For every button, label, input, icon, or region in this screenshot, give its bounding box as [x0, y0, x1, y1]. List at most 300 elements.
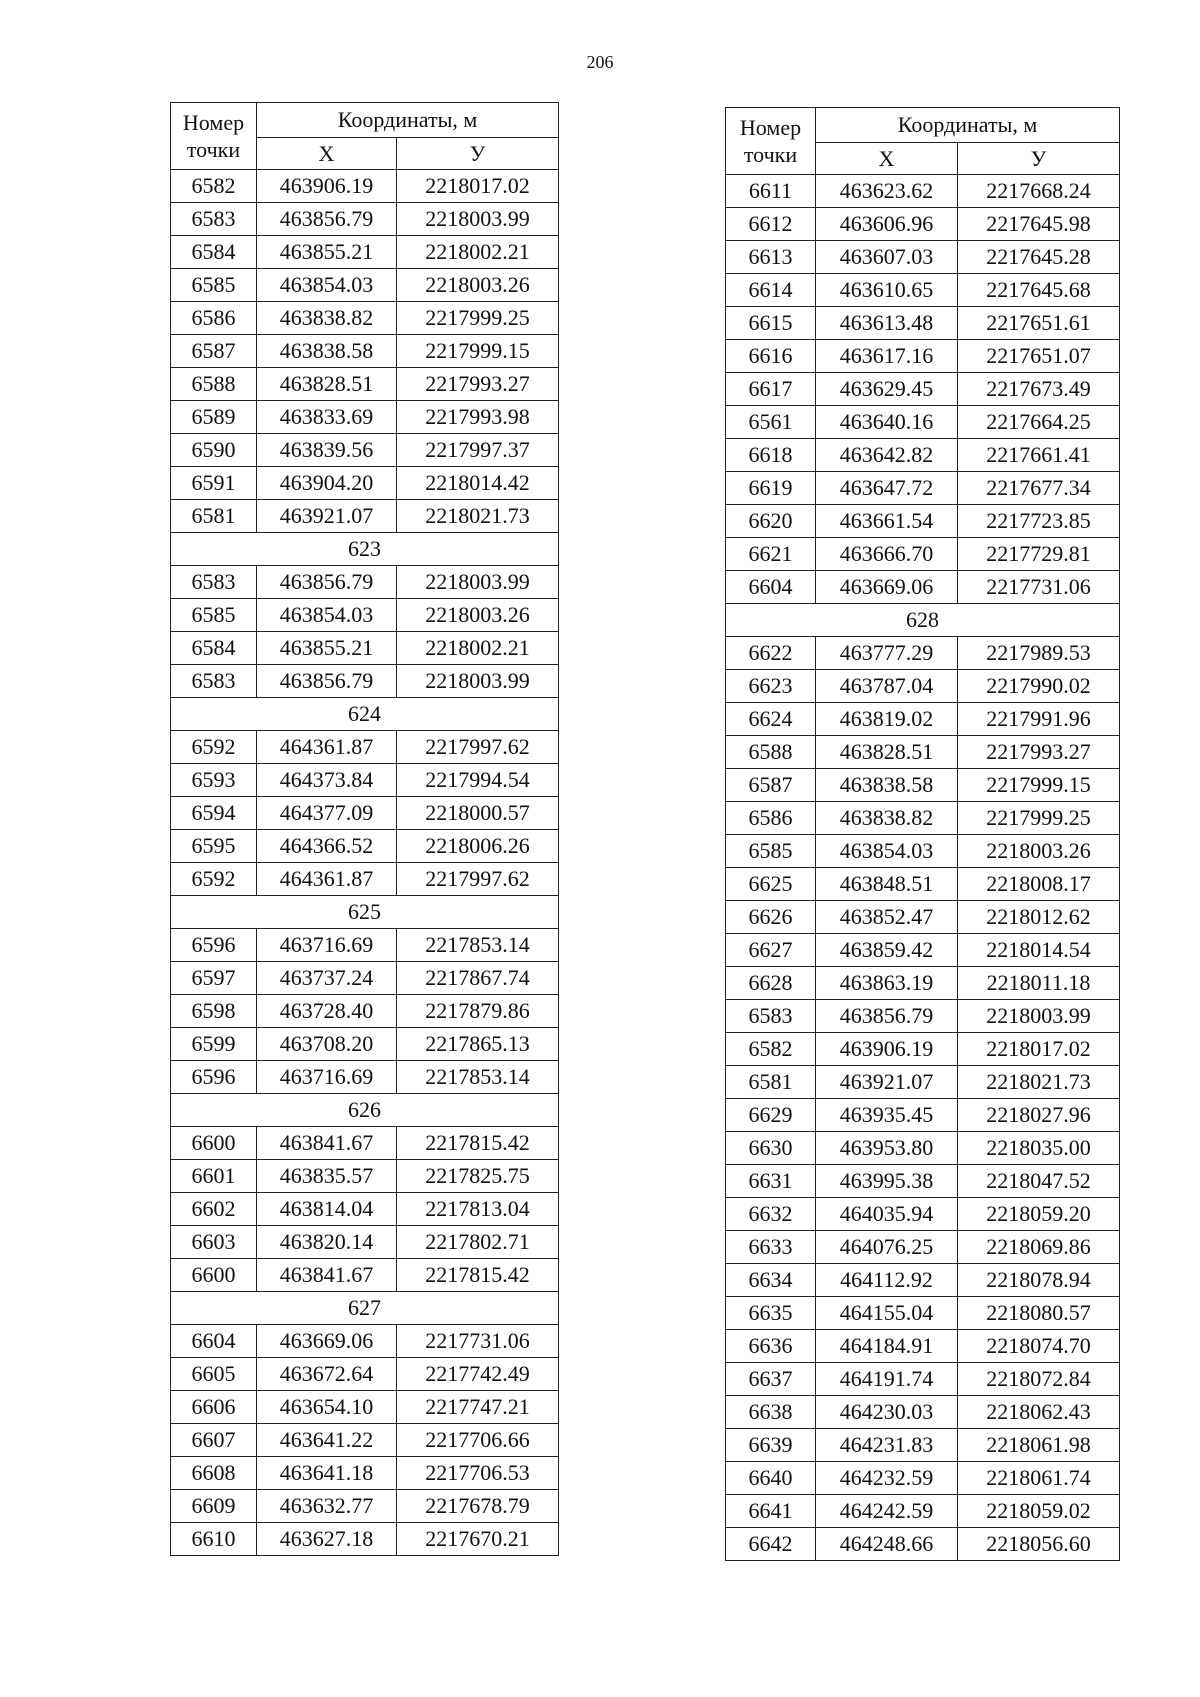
table-row: [726, 736, 1120, 769]
table-row: [171, 401, 559, 434]
x-coordinate-cell: 463906.19: [816, 1033, 958, 1066]
table-row: [726, 1495, 1120, 1528]
point-number-cell: 6621: [726, 538, 816, 571]
y-coordinate-cell: 2217670.21: [397, 1523, 559, 1556]
point-number-cell: 6583: [171, 203, 257, 236]
point-number-cell: 6600: [171, 1259, 257, 1292]
header-coordinates: Координаты, м: [816, 108, 1120, 143]
header-x: X: [816, 143, 958, 175]
x-coordinate-cell: 463953.80: [816, 1132, 958, 1165]
point-number-cell: 6594: [171, 797, 257, 830]
table-row: [726, 175, 1120, 208]
point-number-cell: 6602: [171, 1193, 257, 1226]
x-coordinate-cell: 463654.10: [257, 1391, 397, 1424]
x-coordinate-cell: 463828.51: [816, 736, 958, 769]
x-coordinate-cell: 464231.83: [816, 1429, 958, 1462]
section-number: 628: [726, 604, 1120, 637]
y-coordinate-cell: 2217645.98: [958, 208, 1120, 241]
y-coordinate-cell: 2218012.62: [958, 901, 1120, 934]
table-row: [726, 670, 1120, 703]
y-coordinate-cell: 2218061.74: [958, 1462, 1120, 1495]
x-coordinate-cell: 463863.19: [816, 967, 958, 1000]
point-number-cell: 6616: [726, 340, 816, 373]
table-row: [726, 307, 1120, 340]
x-coordinate-cell: 463854.03: [257, 269, 397, 302]
y-coordinate-cell: 2218003.99: [397, 566, 559, 599]
y-coordinate-cell: 2217661.41: [958, 439, 1120, 472]
x-coordinate-cell: 463641.18: [257, 1457, 397, 1490]
point-number-cell: 6592: [171, 731, 257, 764]
x-coordinate-cell: 463613.48: [816, 307, 958, 340]
table-row: [726, 1297, 1120, 1330]
x-coordinate-cell: 463835.57: [257, 1160, 397, 1193]
table-row: [726, 1231, 1120, 1264]
section-row: [171, 896, 559, 929]
point-number-cell: 6625: [726, 868, 816, 901]
table-row: [171, 1424, 559, 1457]
table-row: [726, 901, 1120, 934]
table-row: [171, 269, 559, 302]
y-coordinate-cell: 2217993.98: [397, 401, 559, 434]
x-coordinate-cell: 463819.02: [816, 703, 958, 736]
table-row: [726, 373, 1120, 406]
y-coordinate-cell: 2217731.06: [958, 571, 1120, 604]
section-number: 625: [171, 896, 559, 929]
x-coordinate-cell: 463856.79: [257, 203, 397, 236]
point-number-cell: 6590: [171, 434, 257, 467]
table-row: [726, 934, 1120, 967]
table-row: [726, 439, 1120, 472]
point-number-cell: 6601: [171, 1160, 257, 1193]
x-coordinate-cell: 464035.94: [816, 1198, 958, 1231]
table-row: [726, 1033, 1120, 1066]
x-coordinate-cell: 463906.19: [257, 170, 397, 203]
table-row: [171, 599, 559, 632]
table-row: [726, 1066, 1120, 1099]
table-row: [726, 1462, 1120, 1495]
point-number-cell: 6637: [726, 1363, 816, 1396]
y-coordinate-cell: 2218017.02: [397, 170, 559, 203]
y-coordinate-cell: 2218003.99: [958, 1000, 1120, 1033]
y-coordinate-cell: 2217879.86: [397, 995, 559, 1028]
point-number-cell: 6603: [171, 1226, 257, 1259]
table-row: [726, 769, 1120, 802]
table-row: [726, 967, 1120, 1000]
x-coordinate-cell: 463841.67: [257, 1127, 397, 1160]
y-coordinate-cell: 2217853.14: [397, 1061, 559, 1094]
point-number-cell: 6584: [171, 632, 257, 665]
table-row: [726, 340, 1120, 373]
y-coordinate-cell: 2217997.37: [397, 434, 559, 467]
point-number-cell: 6620: [726, 505, 816, 538]
table-row: [726, 241, 1120, 274]
y-coordinate-cell: 2218021.73: [397, 500, 559, 533]
table-row: [726, 406, 1120, 439]
coordinates-table-left: [170, 102, 559, 1556]
y-coordinate-cell: 2217802.71: [397, 1226, 559, 1259]
y-coordinate-cell: 2218006.26: [397, 830, 559, 863]
y-coordinate-cell: 2218003.26: [958, 835, 1120, 868]
table-row: [171, 1061, 559, 1094]
point-number-cell: 6623: [726, 670, 816, 703]
x-coordinate-cell: 463839.56: [257, 434, 397, 467]
y-coordinate-cell: 2218035.00: [958, 1132, 1120, 1165]
table-row: [726, 1264, 1120, 1297]
y-coordinate-cell: 2217993.27: [958, 736, 1120, 769]
point-number-cell: 6608: [171, 1457, 257, 1490]
x-coordinate-cell: 463838.82: [816, 802, 958, 835]
point-number-cell: 6585: [726, 835, 816, 868]
x-coordinate-cell: 463672.64: [257, 1358, 397, 1391]
table-row: [726, 1363, 1120, 1396]
table-row: [171, 830, 559, 863]
table-row: [726, 538, 1120, 571]
point-number-cell: 6598: [171, 995, 257, 1028]
x-coordinate-cell: 463728.40: [257, 995, 397, 1028]
x-coordinate-cell: 463647.72: [816, 472, 958, 505]
point-number-cell: 6587: [726, 769, 816, 802]
header-point-number: [171, 103, 257, 170]
y-coordinate-cell: 2218059.02: [958, 1495, 1120, 1528]
y-coordinate-cell: 2217867.74: [397, 962, 559, 995]
y-coordinate-cell: 2218014.54: [958, 934, 1120, 967]
point-number-cell: 6628: [726, 967, 816, 1000]
x-coordinate-cell: 464242.59: [816, 1495, 958, 1528]
section-row: [171, 1094, 559, 1127]
header-y: У: [397, 138, 559, 170]
table-row: [171, 302, 559, 335]
point-number-cell: 6613: [726, 241, 816, 274]
y-coordinate-cell: 2217999.15: [958, 769, 1120, 802]
y-coordinate-cell: 2217731.06: [397, 1325, 559, 1358]
y-coordinate-cell: 2217993.27: [397, 368, 559, 401]
x-coordinate-cell: 463610.65: [816, 274, 958, 307]
point-number-cell: 6633: [726, 1231, 816, 1264]
table-row: [726, 208, 1120, 241]
table-row: [171, 1127, 559, 1160]
point-number-cell: 6632: [726, 1198, 816, 1231]
point-number-cell: 6585: [171, 269, 257, 302]
table-row: [171, 1160, 559, 1193]
x-coordinate-cell: 464361.87: [257, 731, 397, 764]
x-coordinate-cell: 463661.54: [816, 505, 958, 538]
x-coordinate-cell: 463841.67: [257, 1259, 397, 1292]
table-row: [726, 274, 1120, 307]
x-coordinate-cell: 463855.21: [257, 632, 397, 665]
y-coordinate-cell: 2217723.85: [958, 505, 1120, 538]
point-number-cell: 6634: [726, 1264, 816, 1297]
point-number-cell: 6624: [726, 703, 816, 736]
header-number-line1: Номер: [739, 114, 802, 140]
y-coordinate-cell: 2217997.62: [397, 863, 559, 896]
x-coordinate-cell: 463666.70: [816, 538, 958, 571]
x-coordinate-cell: 463716.69: [257, 929, 397, 962]
x-coordinate-cell: 463777.29: [816, 637, 958, 670]
table-row: [726, 1429, 1120, 1462]
x-coordinate-cell: 463641.22: [257, 1424, 397, 1457]
point-number-cell: 6597: [171, 962, 257, 995]
y-coordinate-cell: 2218002.21: [397, 632, 559, 665]
section-row: [726, 604, 1120, 637]
table-row: [171, 1391, 559, 1424]
table-row: [171, 1358, 559, 1391]
coordinates-table-right: [725, 107, 1120, 1561]
y-coordinate-cell: 2218047.52: [958, 1165, 1120, 1198]
x-coordinate-cell: 463606.96: [816, 208, 958, 241]
table-row: [171, 500, 559, 533]
x-coordinate-cell: 463716.69: [257, 1061, 397, 1094]
section-number: 627: [171, 1292, 559, 1325]
table-row: [171, 434, 559, 467]
y-coordinate-cell: 2217994.54: [397, 764, 559, 797]
y-coordinate-cell: 2217815.42: [397, 1127, 559, 1160]
x-coordinate-cell: 463632.77: [257, 1490, 397, 1523]
point-number-cell: 6582: [726, 1033, 816, 1066]
x-coordinate-cell: 463838.58: [816, 769, 958, 802]
table-row: [171, 665, 559, 698]
y-coordinate-cell: 2218074.70: [958, 1330, 1120, 1363]
y-coordinate-cell: 2218003.99: [397, 665, 559, 698]
x-coordinate-cell: 463921.07: [257, 500, 397, 533]
x-coordinate-cell: 464184.91: [816, 1330, 958, 1363]
section-row: [171, 1292, 559, 1325]
point-number-cell: 6583: [171, 566, 257, 599]
point-number-cell: 6626: [726, 901, 816, 934]
y-coordinate-cell: 2217991.96: [958, 703, 1120, 736]
y-coordinate-cell: 2218011.18: [958, 967, 1120, 1000]
y-coordinate-cell: 2217747.21: [397, 1391, 559, 1424]
y-coordinate-cell: 2217677.34: [958, 472, 1120, 505]
point-number-cell: 6588: [726, 736, 816, 769]
point-number-cell: 6600: [171, 1127, 257, 1160]
point-number-cell: 6635: [726, 1297, 816, 1330]
point-number-cell: 6622: [726, 637, 816, 670]
section-number: 624: [171, 698, 559, 731]
x-coordinate-cell: 463995.38: [816, 1165, 958, 1198]
point-number-cell: 6581: [171, 500, 257, 533]
x-coordinate-cell: 463708.20: [257, 1028, 397, 1061]
point-number-cell: 6583: [171, 665, 257, 698]
x-coordinate-cell: 463935.45: [816, 1099, 958, 1132]
point-number-cell: 6638: [726, 1396, 816, 1429]
table-row: [171, 1028, 559, 1061]
table-row: [726, 1198, 1120, 1231]
y-coordinate-cell: 2217853.14: [397, 929, 559, 962]
y-coordinate-cell: 2218002.21: [397, 236, 559, 269]
table-row: [726, 1396, 1120, 1429]
point-number-cell: 6640: [726, 1462, 816, 1495]
y-coordinate-cell: 2217825.75: [397, 1160, 559, 1193]
x-coordinate-cell: 464155.04: [816, 1297, 958, 1330]
x-coordinate-cell: 463820.14: [257, 1226, 397, 1259]
y-coordinate-cell: 2217989.53: [958, 637, 1120, 670]
y-coordinate-cell: 2217990.02: [958, 670, 1120, 703]
point-number-cell: 6586: [726, 802, 816, 835]
y-coordinate-cell: 2218061.98: [958, 1429, 1120, 1462]
table-row: [726, 637, 1120, 670]
point-number-cell: 6615: [726, 307, 816, 340]
y-coordinate-cell: 2217999.25: [958, 802, 1120, 835]
x-coordinate-cell: 463848.51: [816, 868, 958, 901]
point-number-cell: 6607: [171, 1424, 257, 1457]
point-number-cell: 6636: [726, 1330, 816, 1363]
table-row: [726, 703, 1120, 736]
table-row: [171, 962, 559, 995]
x-coordinate-cell: 463856.79: [257, 665, 397, 698]
x-coordinate-cell: 463856.79: [257, 566, 397, 599]
x-coordinate-cell: 463642.82: [816, 439, 958, 472]
point-number-cell: 6591: [171, 467, 257, 500]
table-row: [171, 236, 559, 269]
point-number-cell: 6630: [726, 1132, 816, 1165]
x-coordinate-cell: 464248.66: [816, 1528, 958, 1561]
point-number-cell: 6641: [726, 1495, 816, 1528]
table-row: [726, 1528, 1120, 1561]
y-coordinate-cell: 2218059.20: [958, 1198, 1120, 1231]
point-number-cell: 6592: [171, 863, 257, 896]
header-number-line2: точки: [186, 137, 241, 162]
table-row: [171, 1490, 559, 1523]
table-row: [726, 868, 1120, 901]
table-row: [171, 731, 559, 764]
point-number-cell: 6595: [171, 830, 257, 863]
table-row: [171, 995, 559, 1028]
y-coordinate-cell: 2218072.84: [958, 1363, 1120, 1396]
y-coordinate-cell: 2218078.94: [958, 1264, 1120, 1297]
y-coordinate-cell: 2217651.07: [958, 340, 1120, 373]
point-number-cell: 6604: [726, 571, 816, 604]
point-number-cell: 6584: [171, 236, 257, 269]
point-number-cell: 6619: [726, 472, 816, 505]
point-number-cell: 6631: [726, 1165, 816, 1198]
x-coordinate-cell: 464232.59: [816, 1462, 958, 1495]
y-coordinate-cell: 2218014.42: [397, 467, 559, 500]
y-coordinate-cell: 2218056.60: [958, 1528, 1120, 1561]
table-row: [171, 566, 559, 599]
point-number-cell: 6585: [171, 599, 257, 632]
x-coordinate-cell: 463629.45: [816, 373, 958, 406]
header-coordinates: Координаты, м: [257, 103, 559, 138]
point-number-cell: 6604: [171, 1325, 257, 1358]
point-number-cell: 6582: [171, 170, 257, 203]
y-coordinate-cell: 2217865.13: [397, 1028, 559, 1061]
y-coordinate-cell: 2217706.66: [397, 1424, 559, 1457]
point-number-cell: 6588: [171, 368, 257, 401]
y-coordinate-cell: 2217815.42: [397, 1259, 559, 1292]
point-number-cell: 6639: [726, 1429, 816, 1462]
x-coordinate-cell: 463855.21: [257, 236, 397, 269]
point-number-cell: 6629: [726, 1099, 816, 1132]
table-row: [726, 1330, 1120, 1363]
x-coordinate-cell: 463854.03: [816, 835, 958, 868]
point-number-cell: 6596: [171, 929, 257, 962]
x-coordinate-cell: 463640.16: [816, 406, 958, 439]
y-coordinate-cell: 2218017.02: [958, 1033, 1120, 1066]
point-number-cell: 6589: [171, 401, 257, 434]
x-coordinate-cell: 464112.92: [816, 1264, 958, 1297]
point-number-cell: 6596: [171, 1061, 257, 1094]
header-point-number: [726, 108, 816, 175]
x-coordinate-cell: 463833.69: [257, 401, 397, 434]
x-coordinate-cell: 464191.74: [816, 1363, 958, 1396]
y-coordinate-cell: 2218062.43: [958, 1396, 1120, 1429]
table-row: [726, 505, 1120, 538]
y-coordinate-cell: 2218021.73: [958, 1066, 1120, 1099]
table-row: [171, 1226, 559, 1259]
point-number-cell: 6606: [171, 1391, 257, 1424]
x-coordinate-cell: 463852.47: [816, 901, 958, 934]
y-coordinate-cell: 2217668.24: [958, 175, 1120, 208]
table-row: [726, 472, 1120, 505]
table-row: [726, 835, 1120, 868]
table-row: [726, 1132, 1120, 1165]
y-coordinate-cell: 2217651.61: [958, 307, 1120, 340]
table-row: [171, 1193, 559, 1226]
table-row: [171, 1457, 559, 1490]
y-coordinate-cell: 2218000.57: [397, 797, 559, 830]
y-coordinate-cell: 2217997.62: [397, 731, 559, 764]
y-coordinate-cell: 2217813.04: [397, 1193, 559, 1226]
point-number-cell: 6593: [171, 764, 257, 797]
header-y: У: [958, 143, 1120, 175]
x-coordinate-cell: 464377.09: [257, 797, 397, 830]
point-number-cell: 6587: [171, 335, 257, 368]
x-coordinate-cell: 464230.03: [816, 1396, 958, 1429]
y-coordinate-cell: 2217999.15: [397, 335, 559, 368]
y-coordinate-cell: 2217999.25: [397, 302, 559, 335]
y-coordinate-cell: 2218080.57: [958, 1297, 1120, 1330]
y-coordinate-cell: 2217645.28: [958, 241, 1120, 274]
x-coordinate-cell: 463856.79: [816, 1000, 958, 1033]
point-number-cell: 6627: [726, 934, 816, 967]
table-row: [171, 797, 559, 830]
header-number-line2: точки: [743, 142, 798, 167]
section-row: [171, 533, 559, 566]
section-number: 623: [171, 533, 559, 566]
header-x: X: [257, 138, 397, 170]
table-row: [171, 170, 559, 203]
point-number-cell: 6610: [171, 1523, 257, 1556]
table-row: [171, 368, 559, 401]
x-coordinate-cell: 463904.20: [257, 467, 397, 500]
point-number-cell: 6642: [726, 1528, 816, 1561]
header-number-line1: Номер: [182, 109, 245, 135]
y-coordinate-cell: 2217729.81: [958, 538, 1120, 571]
table-row: [171, 1523, 559, 1556]
point-number-cell: 6611: [726, 175, 816, 208]
x-coordinate-cell: 463814.04: [257, 1193, 397, 1226]
y-coordinate-cell: 2217678.79: [397, 1490, 559, 1523]
x-coordinate-cell: 464076.25: [816, 1231, 958, 1264]
point-number-cell: 6583: [726, 1000, 816, 1033]
section-number: 626: [171, 1094, 559, 1127]
x-coordinate-cell: 463737.24: [257, 962, 397, 995]
point-number-cell: 6605: [171, 1358, 257, 1391]
x-coordinate-cell: 463859.42: [816, 934, 958, 967]
point-number-cell: 6612: [726, 208, 816, 241]
x-coordinate-cell: 463854.03: [257, 599, 397, 632]
x-coordinate-cell: 463787.04: [816, 670, 958, 703]
y-coordinate-cell: 2217673.49: [958, 373, 1120, 406]
y-coordinate-cell: 2217664.25: [958, 406, 1120, 439]
section-row: [171, 698, 559, 731]
table-row: [726, 1165, 1120, 1198]
y-coordinate-cell: 2218027.96: [958, 1099, 1120, 1132]
x-coordinate-cell: 463623.62: [816, 175, 958, 208]
table-row: [171, 929, 559, 962]
y-coordinate-cell: 2217645.68: [958, 274, 1120, 307]
table-row: [171, 632, 559, 665]
